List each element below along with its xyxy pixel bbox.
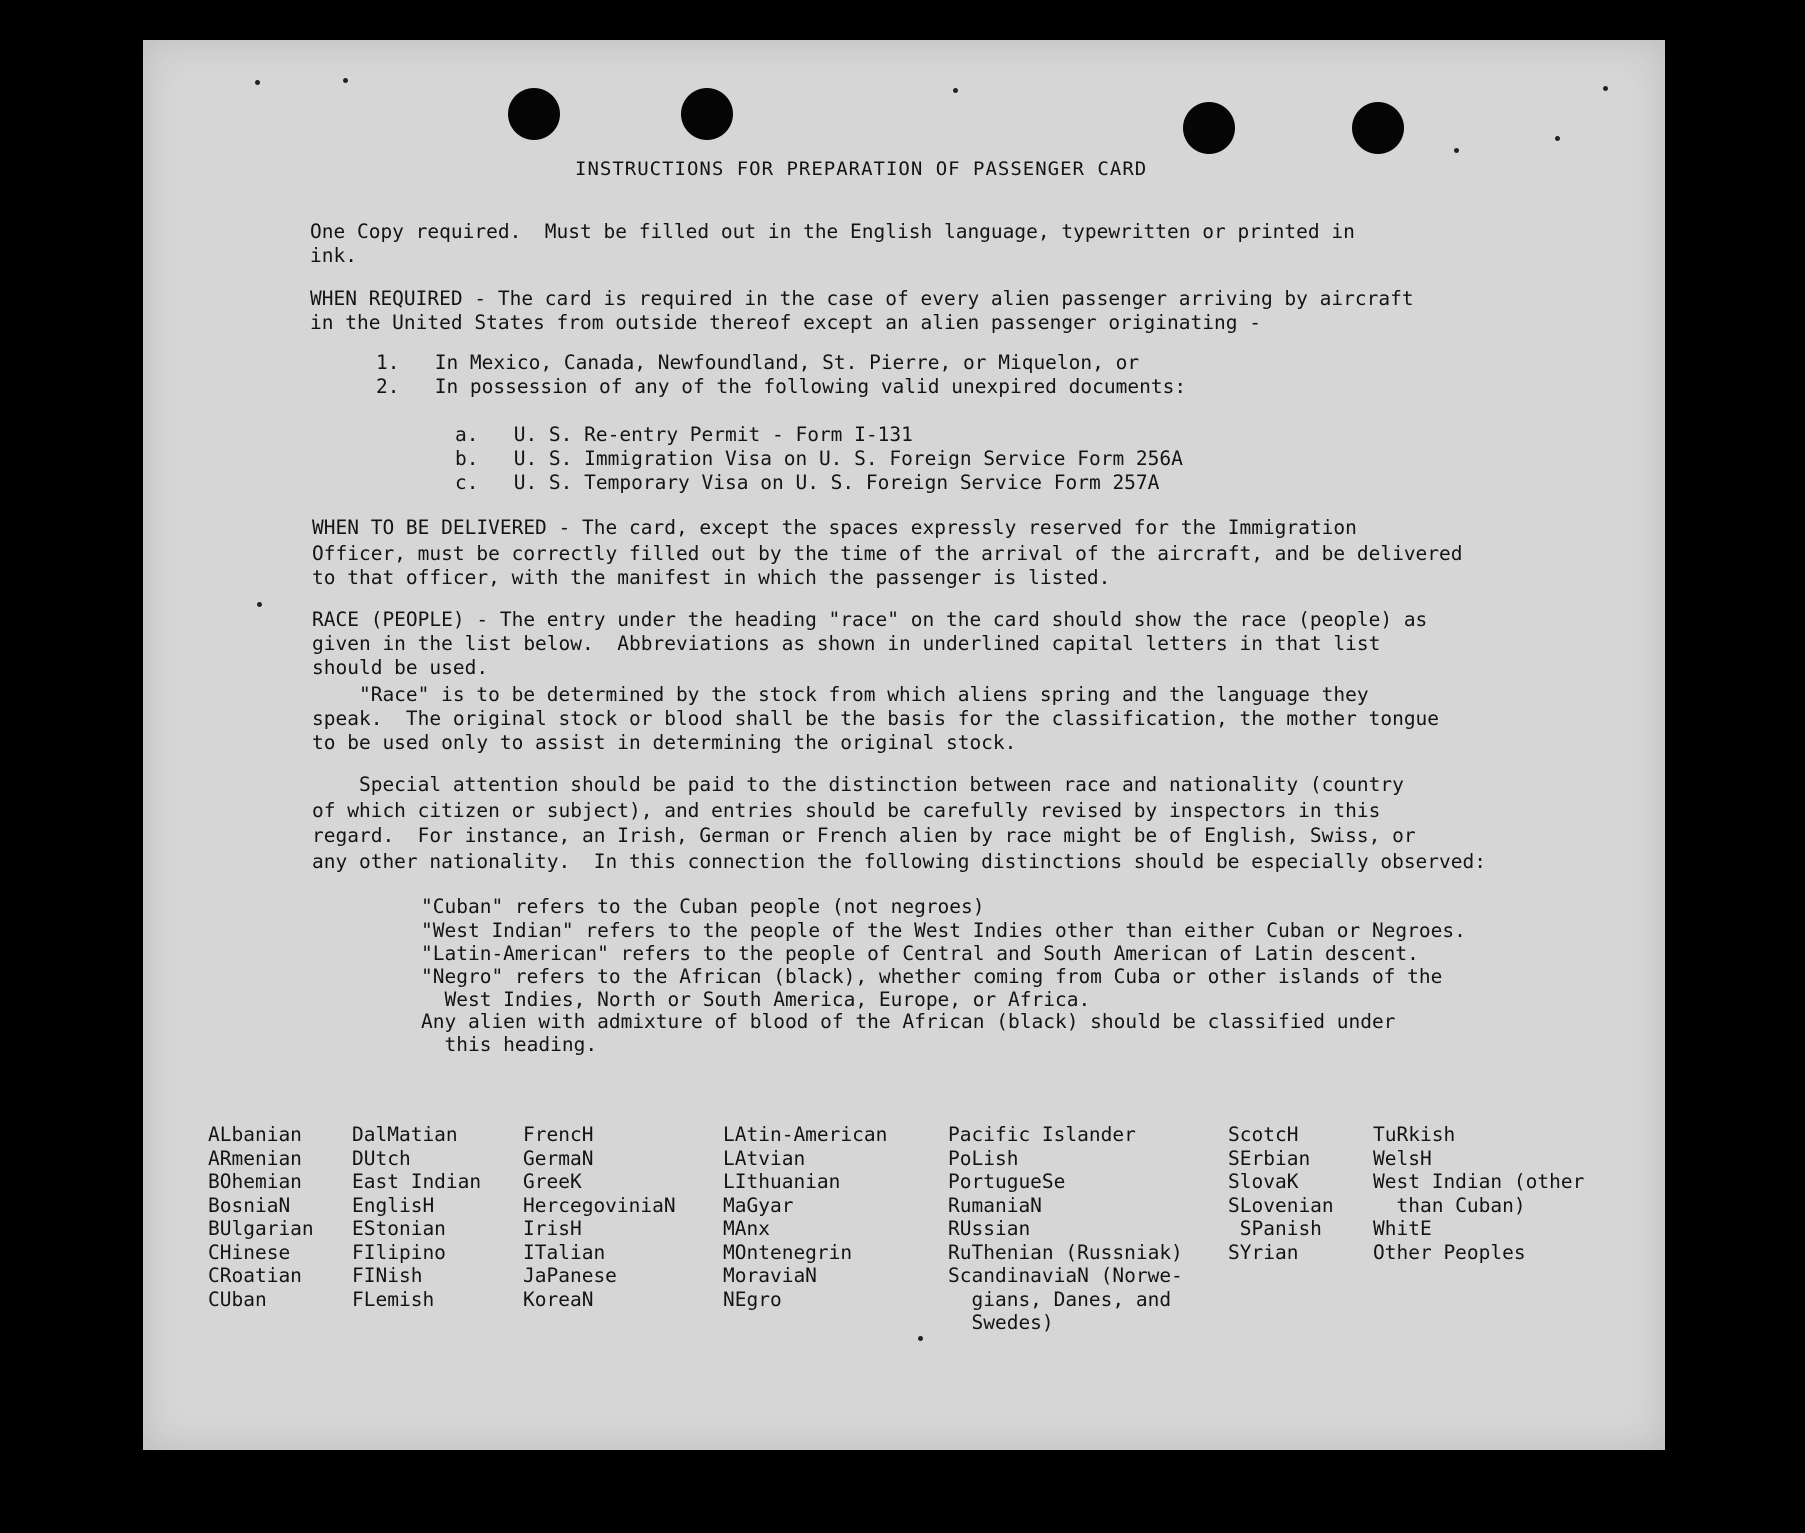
punch-hole-4 bbox=[1352, 102, 1404, 154]
race-entry: BOhemian bbox=[208, 1170, 302, 1193]
race-entry: MaGyar bbox=[723, 1193, 794, 1217]
document-item: c. U. S. Temporary Visa on U. S. Foreign Service Form 257A bbox=[455, 471, 1160, 494]
race-list-column-3 bbox=[523, 1123, 676, 1311]
race-list-column-6 bbox=[1228, 1123, 1334, 1264]
distinction-line: "West Indian" refers to the people of the West Indies other than either Cuban or Negroes. bbox=[421, 919, 1466, 942]
race-entry: EnglisH bbox=[352, 1193, 435, 1217]
race-entry: RuThenian (Russniak) bbox=[948, 1240, 1183, 1264]
when-delivered-line: WHEN TO BE DELIVERED - The card, except the spaces expressly reserved for the Immigration bbox=[312, 516, 1357, 539]
race-determined-line: to be used only to assist in determining the original stock. bbox=[312, 731, 1017, 754]
race-entry: RumaniaN bbox=[948, 1193, 1042, 1217]
speck bbox=[255, 80, 260, 85]
race-entry: ScandinaviaN (Norwe- bbox=[948, 1264, 1183, 1287]
race-entry: Other Peoples bbox=[1373, 1240, 1526, 1264]
race-entry: MOntenegrin bbox=[723, 1240, 853, 1264]
race-entry: FINish bbox=[352, 1264, 423, 1287]
race-entry: GermaN bbox=[523, 1146, 594, 1170]
race-entry: FIlipino bbox=[352, 1240, 446, 1264]
race-entry: East Indian bbox=[352, 1170, 482, 1193]
race-entry: ARmenian bbox=[208, 1146, 302, 1170]
special-attention-line: any other nationality. In this connection the following distinctions should be especially observed: bbox=[312, 850, 1486, 873]
race-entry: LIthuanian bbox=[723, 1170, 841, 1193]
race-entry: PortugueSe bbox=[948, 1170, 1066, 1193]
race-line: RACE (PEOPLE) - The entry under the heading "race" on the card should show the race (people) as bbox=[312, 608, 1428, 631]
race-entry: GreeK bbox=[523, 1170, 582, 1193]
race-entry: CUban bbox=[208, 1287, 267, 1311]
speck bbox=[1454, 148, 1459, 153]
race-entry: ITalian bbox=[523, 1240, 606, 1264]
race-entry: HercegoviniaN bbox=[523, 1193, 676, 1217]
race-entry: RUssian bbox=[948, 1217, 1031, 1240]
race-entry: FrencH bbox=[523, 1123, 594, 1146]
intro-line: ink. bbox=[310, 244, 357, 267]
origin-item: 1. In Mexico, Canada, Newfoundland, St. Pierre, or Miquelon, or bbox=[376, 351, 1140, 374]
race-entry: Swedes) bbox=[948, 1311, 1054, 1334]
when-required-line: WHEN REQUIRED - The card is required in the case of every alien passenger arriving by aircraft bbox=[310, 287, 1414, 310]
race-entry: gians, Danes, and bbox=[948, 1287, 1172, 1311]
distinction-line: this heading. bbox=[421, 1033, 598, 1056]
race-entry: SPanish bbox=[1228, 1217, 1322, 1240]
race-entry: SYrian bbox=[1228, 1240, 1299, 1264]
race-entry: LAtin-American bbox=[723, 1123, 888, 1146]
race-entry: DalMatian bbox=[352, 1123, 458, 1146]
race-entry: TuRkish bbox=[1373, 1123, 1456, 1146]
punch-hole-3 bbox=[1183, 102, 1235, 154]
race-entry: ScotcH bbox=[1228, 1123, 1299, 1146]
origin-item: 2. In possession of any of the following valid unexpired documents: bbox=[376, 375, 1187, 398]
race-list-column-2 bbox=[352, 1123, 481, 1311]
race-entry: CHinese bbox=[208, 1240, 291, 1264]
intro-line: One Copy required. Must be filled out in the English language, typewritten or printed in bbox=[310, 220, 1355, 243]
race-entry: BUlgarian bbox=[208, 1217, 314, 1240]
punch-hole-2 bbox=[681, 88, 733, 140]
race-entry: West Indian (other bbox=[1373, 1170, 1585, 1193]
race-entry: IrisH bbox=[523, 1217, 582, 1240]
document-item: a. U. S. Re-entry Permit - Form I-131 bbox=[455, 423, 913, 446]
race-line: should be used. bbox=[312, 656, 489, 679]
race-entry: ALbanian bbox=[208, 1123, 302, 1146]
speck bbox=[1555, 136, 1560, 141]
document-page bbox=[143, 40, 1665, 1450]
speck bbox=[257, 602, 262, 607]
race-entry: Pacific Islander bbox=[948, 1123, 1136, 1146]
race-entry: CRoatian bbox=[208, 1264, 302, 1287]
speck bbox=[1603, 86, 1608, 91]
distinction-line: "Latin-American" refers to the people of Central and South American of Latin descent. bbox=[421, 942, 1419, 965]
race-entry: MAnx bbox=[723, 1217, 770, 1240]
race-list-column-7 bbox=[1373, 1123, 1584, 1264]
distinction-line: "Cuban" refers to the Cuban people (not negroes) bbox=[421, 895, 985, 918]
special-attention-line: regard. For instance, an Irish, German or French alien by race might be of English, Swiss, or bbox=[312, 824, 1416, 847]
race-entry: WhitE bbox=[1373, 1217, 1432, 1240]
when-delivered-line: Officer, must be correctly filled out by the time of the arrival of the aircraft, and be delivered bbox=[312, 542, 1463, 565]
race-list-column-1 bbox=[208, 1123, 314, 1311]
punch-hole-1 bbox=[508, 88, 560, 140]
distinction-line: Any alien with admixture of blood of the African (black) should be classified under bbox=[421, 1010, 1396, 1033]
document-item: b. U. S. Immigration Visa on U. S. Foreign Service Form 256A bbox=[455, 447, 1183, 470]
race-entry: SlovaK bbox=[1228, 1170, 1299, 1193]
special-attention-line: of which citizen or subject), and entries should be carefully revised by inspectors in this bbox=[312, 799, 1381, 822]
race-entry: SErbian bbox=[1228, 1146, 1311, 1170]
when-delivered-line: to that officer, with the manifest in which the passenger is listed. bbox=[312, 566, 1111, 589]
when-required-line: in the United States from outside thereof except an alien passenger originating - bbox=[310, 311, 1261, 334]
page-title: INSTRUCTIONS FOR PREPARATION OF PASSENGER CARD bbox=[575, 158, 1148, 180]
race-entry: WelsH bbox=[1373, 1146, 1432, 1170]
distinction-line: West Indies, North or South America, Europe, or Africa. bbox=[421, 988, 1091, 1011]
special-attention-line: Special attention should be paid to the distinction between race and nationality (country bbox=[312, 773, 1404, 796]
race-list-column-5 bbox=[948, 1123, 1183, 1335]
race-entry: FLemish bbox=[352, 1287, 435, 1311]
race-list-column-4 bbox=[723, 1123, 887, 1311]
race-entry: SLovenian bbox=[1228, 1193, 1334, 1217]
speck bbox=[953, 88, 958, 93]
race-determined-line: "Race" is to be determined by the stock from which aliens spring and the language they bbox=[312, 683, 1369, 706]
race-determined-line: speak. The original stock or blood shall be the basis for the classification, the mother tongue bbox=[312, 707, 1440, 730]
speck bbox=[343, 78, 348, 83]
race-entry: NEgro bbox=[723, 1287, 782, 1311]
race-entry: LAtvian bbox=[723, 1146, 806, 1170]
speck bbox=[918, 1336, 923, 1341]
race-entry: BosniaN bbox=[208, 1193, 291, 1217]
race-entry: than Cuban) bbox=[1373, 1193, 1526, 1217]
race-line: given in the list below. Abbreviations as shown in underlined capital letters in that list bbox=[312, 632, 1381, 655]
race-entry: MoraviaN bbox=[723, 1264, 817, 1287]
race-entry: DUtch bbox=[352, 1146, 411, 1170]
race-entry: PoLish bbox=[948, 1146, 1019, 1170]
race-entry: JaPanese bbox=[523, 1264, 617, 1287]
race-entry: KoreaN bbox=[523, 1287, 594, 1311]
distinction-line: "Negro" refers to the African (black), whether coming from Cuba or other islands of the bbox=[421, 965, 1443, 988]
race-entry: EStonian bbox=[352, 1217, 446, 1240]
